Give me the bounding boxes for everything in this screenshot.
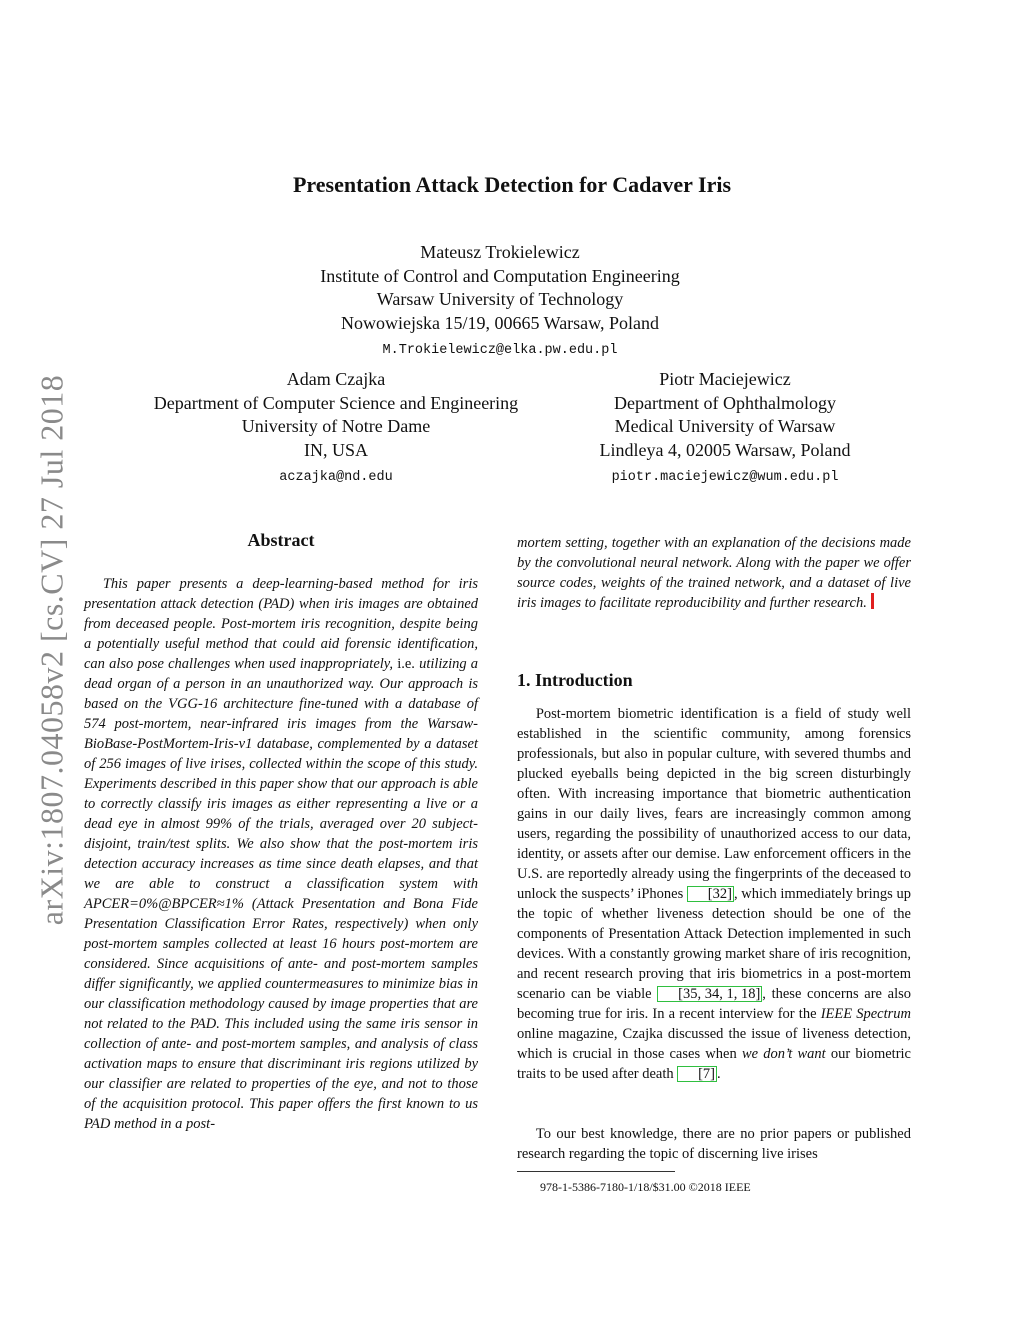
intro-text: , these concerns are also becoming true for iris. In a recent interview for the <box>517 986 911 1022</box>
author-name: Adam Czajka <box>286 369 386 389</box>
text-cursor-marker <box>871 593 874 609</box>
author-block-maciejewicz <box>540 368 910 490</box>
author-affiliation: Department of Computer Science and Engineering <box>153 392 519 413</box>
intro-text: online magazine, Czajka discussed the issue of liveness detection, which is crucial in those cases when <box>517 1026 911 1062</box>
introduction-paragraph <box>517 704 911 1084</box>
intro-text: our biometric traits to be used after death <box>517 1046 911 1082</box>
author-affiliation: Lindleya 4, 02005 Warsaw, Poland <box>599 439 851 460</box>
author-affiliation: Warsaw University of Technology <box>376 289 624 309</box>
citation-link[interactable]: [35, 34, 1, 18] <box>657 986 762 1002</box>
author-email: aczajka@nd.edu <box>279 470 393 485</box>
intro-text: , which immediately brings up the topic of whether liveness detection should be one of the components of Presentation Attack Detection implemented in such devices. With a constantly growing market share of iris recognition, and recent research proving that iris biometrics in a post-mortem scenario can be viable <box>517 886 911 1002</box>
intro-emphasis: we don’t want <box>741 1046 826 1062</box>
arxiv-identifier: arXiv:1807.04058v2 [cs.CV] 27 Jul 2018 <box>33 374 70 926</box>
author-block-czajka <box>96 368 576 490</box>
author-name: Mateusz Trokielewicz <box>420 242 580 262</box>
abstract-continuation <box>517 533 911 613</box>
citation-link[interactable]: [7] <box>677 1066 717 1082</box>
author-email: piotr.maciejewicz@wum.edu.pl <box>611 470 839 485</box>
paper-title: Presentation Attack Detection for Cadaver Iris <box>292 172 732 197</box>
footnote-divider <box>517 1171 675 1172</box>
intro-text: Post-mortem biometric identification is a field of study well established in the scientific community, among forensics professionals, but also in popular culture, with severed thumbs and plucked eyeballs being depicted in the big screen disturbingly often. With increasing importance that biometric authentication gains in our daily lives, fears are increasingly common among users, regarding the possibility of unauthorized access to our data, identity, or assets after our demise. Law enforcement officers in the U.S. are reportedly already using the fingerprints of the deceased to unlock the suspects’ iPhones <box>517 706 911 902</box>
introduction-paragraph: To our best knowledge, there are no prior papers or published research regarding the topic of discerning live irises <box>517 1126 911 1162</box>
author-affiliation: IN, USA <box>303 439 368 460</box>
author-affiliation: University of Notre Dame <box>241 416 431 436</box>
abstract-body <box>84 574 478 1134</box>
intro-emphasis: IEEE Spectrum <box>820 1006 912 1022</box>
abstract-text-part: utilizing a dead organ of a person in an unauthorized way. Our approach is based on the VGG-16 architecture fine-tuned with a database of 574 post-mortem, near-infrared iris images from the Warsaw-BioBase-PostMortem-Iris-v1 database, complemented by a dataset of 256 images of live irises, collected within the scope of this study. Experiments described in this paper show that our approach is able to correctly classify iris images as either representing a live or a dead eye in almost 99% of the trials, averaged over 20 subject-disjoint, train/test splits. We also show that the post-mortem iris detection accuracy increases as time since death elapses, and that we are able to construct a classification system with APCER=0%@BPCER≈1% (Attack Presentation and Bona Fide Presentation Classification Error Rates, respectively) when only post-mortem samples collected at least 16 hours post-mortem are considered. Since acquisitions of ante- and post-mortem samples differ significantly, we applied countermeasures to minimize bias in our classification methodology caused by image properties that are not related to the PAD. This included using the same iris sensor in collection of ante- and post-mortem samples, and analysis of class activation maps to ensure that discriminant iris regions utilized by our classifier are related to properties of the eye, and not to those of the acquisition protocol. This paper offers the first known to us PAD method in a post- <box>84 656 479 1132</box>
author-affiliation: Institute of Control and Computation Engineering <box>320 265 680 286</box>
citation-link[interactable]: [32] <box>687 886 734 902</box>
intro-text: . <box>717 1066 721 1082</box>
copyright-footnote: 978-1-5386-7180-1/18/$31.00 ©2018 IEEE <box>540 1180 751 1194</box>
author-affiliation: Department of Ophthalmology <box>614 392 836 413</box>
author-affiliation: Medical University of Warsaw <box>614 416 836 436</box>
author-name: Piotr Maciejewicz <box>659 369 791 389</box>
author-affiliation: Nowowiejska 15/19, 00665 Warsaw, Poland <box>340 312 659 333</box>
abstract-ie: i.e. <box>397 656 415 672</box>
abstract-text-part: mortem setting, together with an explanation of the decisions made by the convolutional neural network. Along with the paper we offer source codes, weights of the trained network, and a dataset of live iris images to facilitate reproducibility and further research. <box>517 535 911 611</box>
abstract-text-part: This paper presents a deep-learning-based method for iris presentation attack detection (PAD) when iris images are obtained from deceased people. Post-mortem iris recognition, despite being a potentially useful method that could aid forensic identification, can also pose challenges when used inappropriately, <box>84 576 478 672</box>
introduction-heading: 1. Introduction <box>517 670 633 690</box>
abstract-heading: Abstract <box>247 530 315 550</box>
author-block-trokielewicz <box>200 241 800 363</box>
author-email: M.Trokielewicz@elka.pw.edu.pl <box>382 343 618 358</box>
